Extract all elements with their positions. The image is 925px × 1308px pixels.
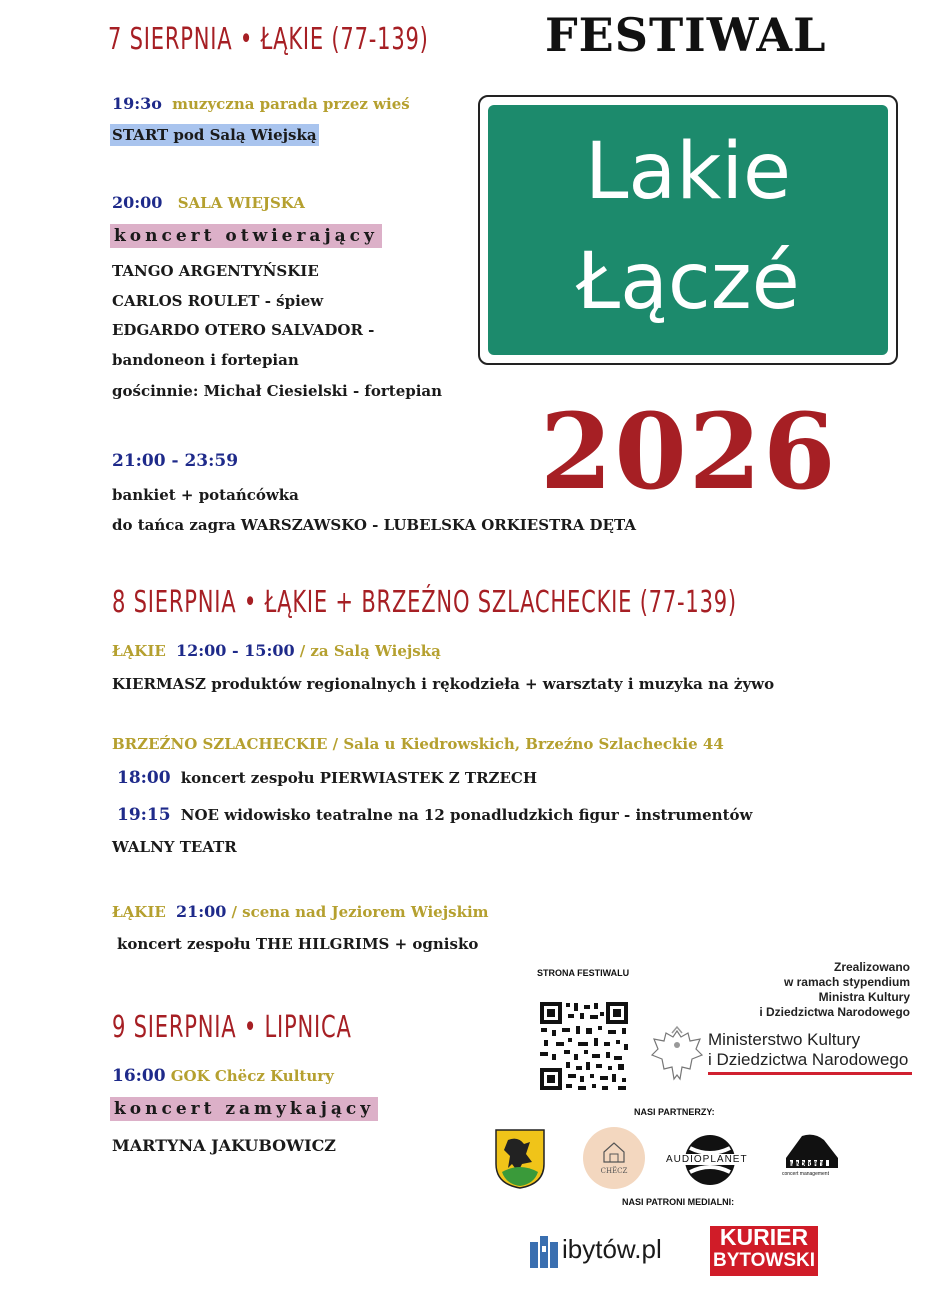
day2-row-lakie	[112, 641, 441, 660]
partnerzy-label: NASI PARTNERZY:	[634, 1107, 715, 1117]
day2-row-lakie2	[112, 902, 489, 921]
coat-of-arms-icon	[494, 1128, 546, 1190]
ministry-line-2: i Dziedzictwa Narodowego	[708, 1050, 909, 1069]
zreal-line-1: Zrealizowano	[833, 960, 910, 974]
ibytow-text: ibytów.pl	[562, 1234, 662, 1264]
kurier-bytowski-logo	[710, 1226, 818, 1276]
time-1600: 16:00	[112, 1066, 166, 1086]
zreal-line-3: Ministra Kultury	[818, 990, 910, 1004]
time-1915: 19:15	[117, 805, 171, 825]
zreal-line-4: i Dziedzictwa Narodowego	[759, 1005, 910, 1019]
time-2100: 21:00 - 23:59	[112, 451, 239, 471]
eagle-emblem-icon	[650, 1025, 704, 1085]
time-1930: 19:3o	[112, 94, 162, 113]
day1-heading: 7 SIERPNIA • ŁĄKIE (77-139)	[108, 22, 429, 57]
sign-line-2: Łączé	[576, 237, 800, 327]
parade-text: muzyczna parada przez wieś	[172, 95, 410, 113]
piano-icon	[780, 1130, 844, 1176]
row-1915	[117, 805, 752, 825]
lakie2-place: / scena nad Jeziorem Wiejskim	[231, 903, 489, 921]
event-1800: koncert zespołu PIERWIASTEK Z TRZECH	[180, 769, 538, 787]
festival-year: 2026	[540, 390, 838, 513]
start-note	[110, 126, 319, 144]
hilgrims-text: koncert zespołu THE HILGRIMS + ognisko	[117, 935, 479, 953]
festival-sign	[478, 95, 898, 365]
start-highlight: START pod Salą Wiejską	[112, 126, 317, 144]
concert-close-label	[110, 1099, 378, 1119]
venue-sala: SALA WIEJSKA	[177, 194, 305, 212]
ibytow-castle-icon	[528, 1232, 560, 1270]
row-1800	[117, 768, 537, 788]
house-icon	[601, 1139, 627, 1165]
sign-line-1: Lakie	[584, 127, 792, 217]
ministry-underline	[708, 1072, 912, 1075]
strona-label: STRONA FESTIWALU	[537, 968, 630, 978]
checz-text: CHËCZ	[600, 1167, 628, 1175]
time-2000: 20:00	[112, 193, 163, 212]
lakie-place: / za Salą Wiejską	[299, 642, 441, 660]
sign-panel	[488, 105, 888, 355]
kurier-line-1: KURIER	[719, 1224, 809, 1250]
audioplanet-text: AUDIOPLANET	[666, 1154, 748, 1165]
day2-heading: 8 SIERPNIA • ŁĄKIE + BRZEŹNO SZLACHECKIE (77-139)	[112, 585, 737, 620]
orkiestra-text: do tańca zagra WARSZAWSKO - LUBELSKA ORKIESTRA DĘTA	[112, 516, 636, 534]
ministry-name	[708, 1030, 908, 1070]
line-tango: TANGO ARGENTYŃSKIE	[112, 262, 319, 280]
lakie2-time: 21:00	[175, 902, 227, 921]
zreal-line-2: w ramach stypendium	[783, 975, 910, 989]
checz-logo	[583, 1127, 645, 1189]
concert-open-label	[110, 226, 382, 246]
pianoforte-sub: concert management	[782, 1171, 829, 1177]
line-guest: gościnnie: Michał Ciesielski - fortepian	[112, 382, 443, 400]
day1-row-sala	[112, 193, 305, 212]
brzezno-text: BRZEŹNO SZLACHECKIE / Sala u Kiedrowskich, Brzeźno Szlacheckie 44	[112, 735, 724, 753]
walny-text: WALNY TEATR	[112, 838, 237, 856]
realizacja-note	[759, 960, 910, 1020]
line-edgardo: EDGARDO OTERO SALVADOR -	[112, 321, 375, 339]
festiwal-title: FESTIWAL	[545, 8, 827, 62]
kurier-line-2: BYTOWSKI	[712, 1250, 816, 1271]
venue-gok: GOK Chëcz Kultury	[170, 1067, 334, 1085]
line-carlos: CARLOS ROULET - śpiew	[112, 292, 324, 310]
lakie-time: 12:00 - 15:00	[175, 641, 295, 660]
day3-row	[112, 1066, 334, 1086]
patroni-label: NASI PATRONI MEDIALNI:	[622, 1197, 735, 1207]
line-bandoneon: bandoneon i fortepian	[112, 351, 299, 369]
lakie-label: ŁĄKIE	[112, 642, 166, 660]
concert-close-highlight: koncert zamykający	[110, 1097, 378, 1121]
artist-text: MARTYNA JAKUBOWICZ	[112, 1136, 336, 1155]
qr-code[interactable]	[538, 1000, 630, 1092]
pianoforte-text: PIANOFORTE	[786, 1162, 826, 1168]
ministry-line-1: Ministerstwo Kultury	[708, 1030, 861, 1049]
event-1915: NOE widowisko teatralne na 12 ponadludzkich figur - instrumentów	[180, 806, 753, 824]
concert-open-highlight: koncert otwierający	[110, 224, 382, 248]
day1-row-parade	[112, 94, 410, 113]
day3-heading: 9 SIERPNIA • LIPNICA	[112, 1010, 352, 1045]
time-1800: 18:00	[117, 768, 171, 788]
bankiet-text: bankiet + potańcówka	[112, 486, 299, 504]
kiermasz-text: KIERMASZ produktów regionalnych i rękodzieła + warsztaty i muzyka na żywo	[112, 675, 775, 693]
lakie2-label: ŁĄKIE	[112, 903, 166, 921]
